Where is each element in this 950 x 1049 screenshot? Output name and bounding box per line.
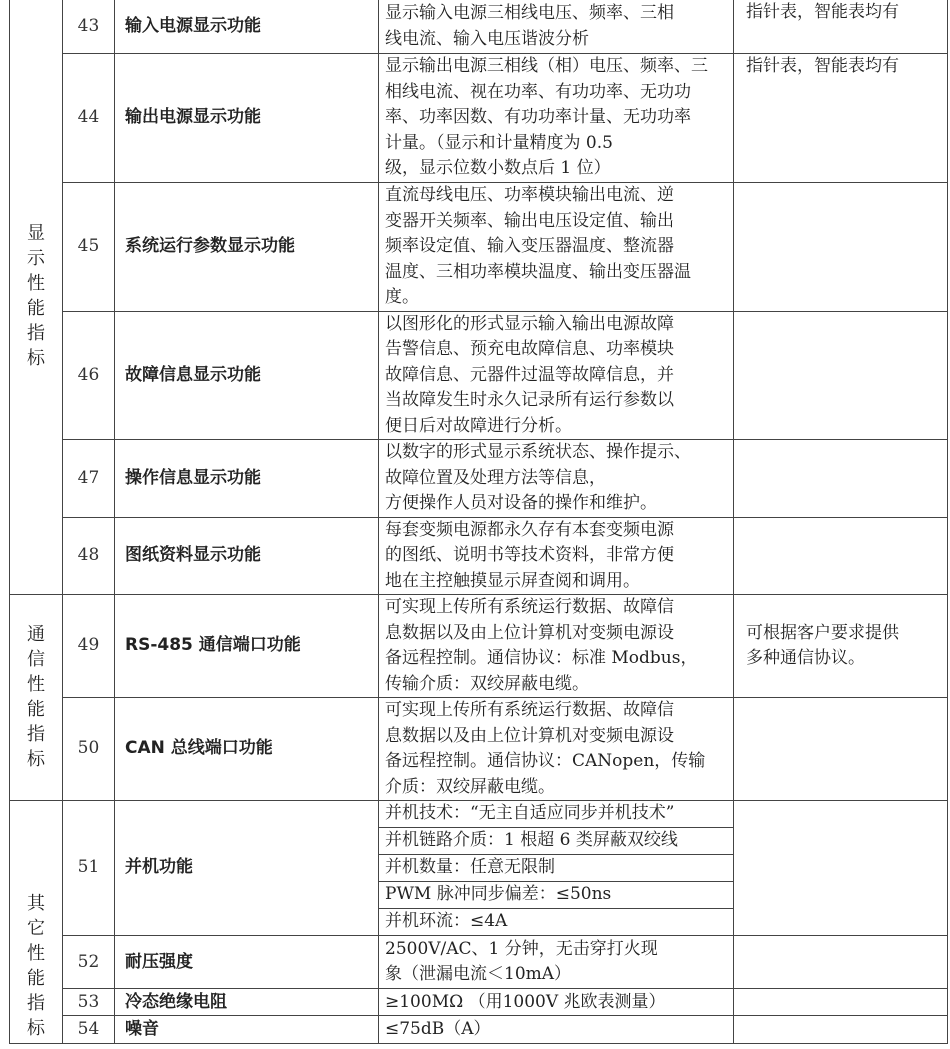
function-desc: ≤75dB（A） [379,1016,734,1043]
function-name: 系统运行参数显示功能 [115,183,379,312]
function-name: 输出电源显示功能 [115,54,379,183]
function-desc: 可实现上传所有系统运行数据、故障信 息数据以及由上位计算机对变频电源设 备远程控制。通信协议：标准 Modbus， 传输介质：双绞屏蔽电缆。 [379,595,734,698]
sub-spec: 并机技术：“无主自适应同步并机技术” [379,801,734,828]
row-number: 43 [63,0,115,54]
row-number: 50 [63,698,115,801]
remark [734,517,948,595]
table-row [10,698,948,801]
table-row [10,440,948,518]
table-row [10,183,948,312]
function-name: 故障信息显示功能 [115,311,379,440]
row-number: 51 [63,801,115,936]
function-desc: 2500V/AC、1 分钟，无击穿打火现 象（泄漏电流＜10mA） [379,936,734,989]
sub-spec: 并机环流：≤4A [379,909,734,936]
function-desc: 显示输出电源三相线（相）电压、频率、三 相线电流、视在功率、有功功率、无功功 率、功率因数、有功功率计量、无功功率 计量。（显示和计量精度为 0.5 级，显示位数小数点后 1 位） [379,54,734,183]
section-label: 通信性能指标 [10,595,63,801]
remark: 可根据客户要求提供 多种通信协议。 [734,595,948,698]
function-desc: 显示输入电源三相线电压、频率、三相 线电流、输入电压谐波分析 [379,0,734,54]
function-name: CAN 总线端口功能 [115,698,379,801]
remark: 指针表，智能表均有 [734,0,948,54]
function-name: 耐压强度 [115,936,379,989]
remark [734,698,948,801]
row-number: 45 [63,183,115,312]
function-desc: ≥100MΩ （用1000V 兆欧表测量） [379,989,734,1016]
function-name: 操作信息显示功能 [115,440,379,518]
row-number: 49 [63,595,115,698]
table-row [10,0,948,54]
function-name: 并机功能 [115,801,379,936]
row-number: 53 [63,989,115,1016]
table-row [10,595,948,698]
sub-spec: 并机数量：任意无限制 [379,855,734,882]
remark [734,311,948,440]
table-row [10,801,948,828]
remark [734,936,948,989]
row-number: 44 [63,54,115,183]
table-row [10,936,948,989]
table-row [10,989,948,1016]
remark [734,989,948,1016]
function-name: 图纸资料显示功能 [115,517,379,595]
function-desc: 每套变频电源都永久存有本套变频电源 的图纸、说明书等技术资料，非常方便 地在主控触摸显示屏查阅和调用。 [379,517,734,595]
row-number: 52 [63,936,115,989]
table-row [10,311,948,440]
row-number: 54 [63,1016,115,1043]
spec-table [9,0,948,1044]
row-number: 47 [63,440,115,518]
sub-spec: PWM 脉冲同步偏差：≤50ns [379,882,734,909]
table-row [10,54,948,183]
remark [734,801,948,936]
function-desc: 以图形化的形式显示输入输出电源故障 告警信息、预充电故障信息、功率模块 故障信息、元器件过温等故障信息，并 当故障发生时永久记录所有运行参数以 便日后对故障进行分析。 [379,311,734,440]
function-name: 输入电源显示功能 [115,0,379,54]
section-label: 显示性能指标 [10,0,63,595]
remark [734,183,948,312]
remark: 指针表，智能表均有 [734,54,948,183]
row-number: 46 [63,311,115,440]
function-desc: 可实现上传所有系统运行数据、故障信 息数据以及由上位计算机对变频电源设 备远程控制。通信协议：CANopen，传输 介质：双绞屏蔽电缆。 [379,698,734,801]
row-number: 48 [63,517,115,595]
function-name: 冷态绝缘电阻 [115,989,379,1016]
section-label: 其它性能指标 [10,801,63,1044]
remark [734,440,948,518]
function-desc: 以数字的形式显示系统状态、操作提示、 故障位置及处理方法等信息， 方便操作人员对设备的操作和维护。 [379,440,734,518]
sub-spec: 并机链路介质：1 根超 6 类屏蔽双绞线 [379,828,734,855]
function-desc: 直流母线电压、功率模块输出电流、逆 变器开关频率、输出电压设定值、输出 频率设定值、输入变压器温度、整流器 温度、三相功率模块温度、输出变压器温 度。 [379,183,734,312]
function-name: RS-485 通信端口功能 [115,595,379,698]
table-row [10,1016,948,1043]
remark [734,1016,948,1043]
function-name: 噪音 [115,1016,379,1043]
table-row [10,517,948,595]
